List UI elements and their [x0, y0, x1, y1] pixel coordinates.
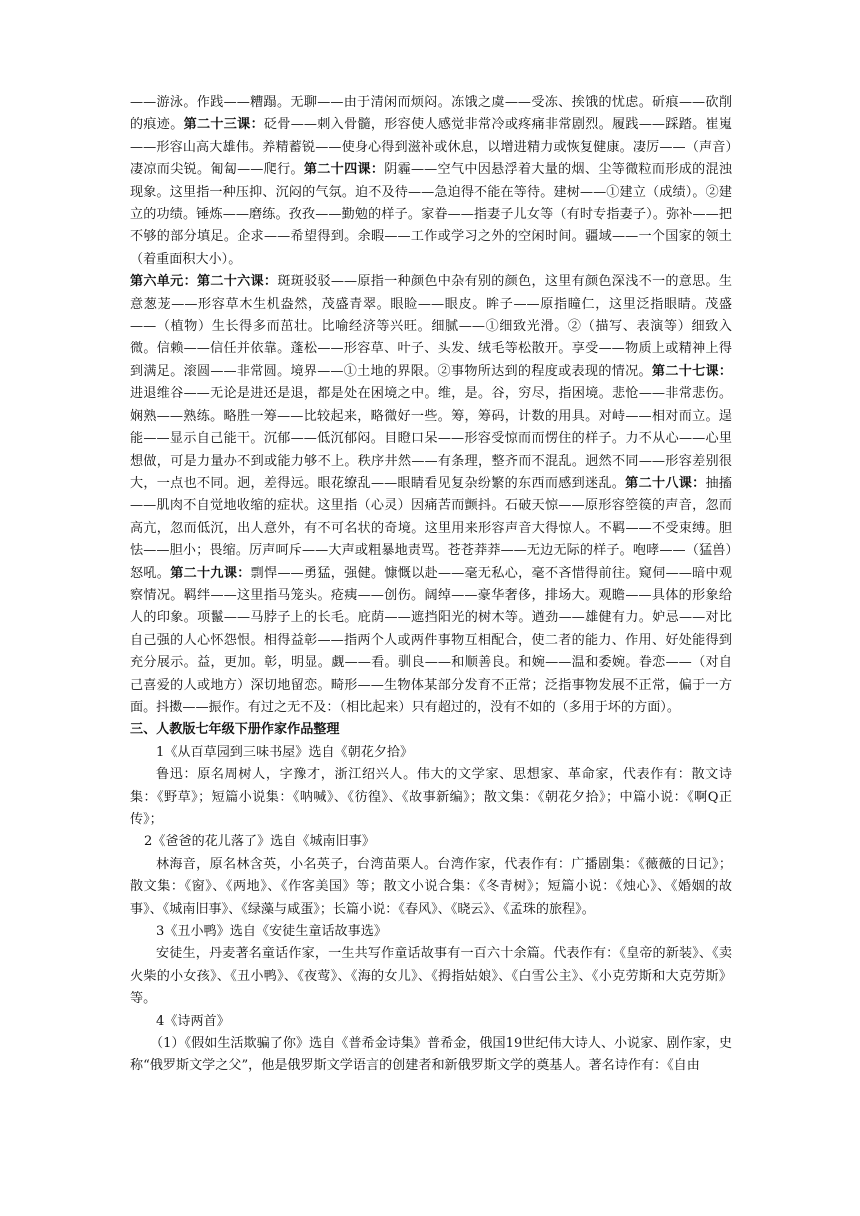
lesson-label-27: 第二十七课： — [651, 363, 733, 379]
section-heading: 三、人教版七年级下册作家作品整理 — [130, 722, 340, 738]
lesson-label-24: 第二十四课： — [303, 162, 385, 178]
lesson-label-29: 第二十九课： — [170, 565, 251, 581]
vocab-paragraph-unit5 — [130, 92, 732, 271]
vocab-text: 剽悍——勇猛，强健。慷慨以赴——毫无私心，毫不吝惜得前往。窥伺——暗中观察情况。羁绊——这里指马笼头。疮痍——创伤。阔绰——豪华奢侈，排场大。观瞻——具体的形象给人的印象。项鬣——马脖子上的长毛。庇荫——遮挡阳光的树木等。遒劲——雄健有力。妒忌——对比自己强的人心怀怨恨。相得益彰——指两个人或两件事物互相配合，使二者的能力、作用、好处能得到充分展示。益，更加。彰，明显。觑——看。驯良——和顺善良。和婉——温和委婉。眷恋——（对自己喜爱的人或地方）深切地留恋。畸形——生物体某部分发育不正常；泛指事物发展不正常，偏于一方面。抖擞——振作。有过之无不及：（相比起来）只有超过的，没有不如的（多用于坏的方面）。 — [130, 565, 733, 715]
author-intro-2: 林海音，原名林含英，小名英子，台湾苗栗人。台湾作家，代表作有：广播剧集：《薇薇的日记》；散文集：《窗》、《两地》、《作客美国》等；散文小说合集：《冬青树》；短篇小说：《烛心》、《婚姻的故事》、《城南旧事》、《绿藻与咸蛋》；长篇小说：《春风》、《晓云》、《孟珠的旅程》。 — [130, 856, 732, 917]
vocab-text: 斑斑驳驳——原指一种颜色中杂有别的颜色，这里有颜色深浅不一的意思。生意葱茏——形容草木生机盎然，茂盛青翠。眼睑——眼皮。眸子——原指瞳仁，这里泛指眼睛。茂盛——（植物）生长得多而茁壮。比喻经济等兴旺。细腻——①细致光滑。②（描写、表演等）细致入微。信赖——信任并依靠。蓬松——形容草、叶子、头发、绒毛等松散开。享受——物质上或精神上得到满足。滚圆——非常圆。境界——①土地的界限。②事物所达到的程度或表现的情况。 — [130, 274, 733, 379]
lesson-label-26: 第二十六课： — [196, 274, 278, 290]
work-title-3: 3《丑小鸭》选自《安徒生童话故事选》 — [156, 924, 387, 940]
unit-label-6: 第六单元： — [130, 274, 197, 290]
vocab-text: 砭骨——刺入骨髓，形容使人感觉非常冷或疼痛非常剧烈。履践——踩踏。崔嵬——形容山高大雄伟。养精蓄锐——使身心得到滋补或休息，以增进精力或恢复健康。凄厉——（声音）凄凉而尖锐。匍匐——爬行。 — [130, 117, 733, 178]
vocab-text: 抽搐——肌肉不自觉地收缩的症状。这里指（心灵）因痛苦而颤抖。石破天惊——原形容箜篌的声音，忽而高亢，忽而低沉，出人意外，有不可名状的奇境。这里用来形容声音大得惊人。不羁——不受束缚。胆怯——胆小；畏缩。厉声呵斥——大声或粗暴地责骂。苍苍莽莽——无边无际的样子。咆哮——（猛兽）怒吼。 — [130, 475, 733, 581]
work-title-4: 4《诗两首》 — [156, 1013, 230, 1029]
lesson-label-28: 第二十八课： — [625, 475, 706, 491]
author-intro-1: 鲁迅：原名周树人，字豫才，浙江绍兴人。伟大的文学家、思想家、革命家，代表作有：散文诗集：《野草》；短篇小说集：《呐喊》、《彷徨》、《故事新编》；散文集：《朝花夕拾》；中篇小说：《啊Q正传》； — [130, 767, 732, 827]
work-title-2: 2《爸爸的花儿落了》选自《城南旧事》 — [144, 834, 375, 850]
work-title-1: 1《从百草园到三味书屋》选自《朝花夕拾》 — [156, 744, 414, 760]
author-intro-4: （1）《假如生活欺骗了你》选自《普希金诗集》普希金，俄国19世纪伟大诗人、小说家、剧作家，史称“俄罗斯文学之父”，他是俄罗斯文学语言的创建者和新俄罗斯文学的奠基人。著名诗作有：《自由 — [130, 1036, 732, 1074]
vocab-text: ——游泳。作践——糟蹋。无聊——由于清闲而烦闷。冻饿之虞——受冻、挨饿的忧虑。斫痕——砍削的痕迹。 — [130, 95, 732, 133]
vocab-text: 进退维谷——无论是进还是退，都是处在困境之中。维，是。谷，穷尽，指困境。悲怆——非常悲伤。娴熟——熟练。略胜一筹——比较起来，略微好一些。筹，筹码，计数的用具。对峙——相对而立。逞能——显示自己能干。沉郁——低沉郁闷。目瞪口呆——形容受惊而而愣住的样子。力不从心——心里想做，可是力量办不到或能力够不上。秩序井然——有条理，整齐而不混乱。迥然不同——形容差别很大，一点也不同。迥，差得远。眼花缭乱——眼睛看见复杂纷繁的东西而感到迷乱。 — [130, 386, 732, 491]
vocab-text: 阴霾——空气中因悬浮着大量的烟、尘等微粒而形成的混浊现象。这里指一种压抑、沉闷的气氛。迫不及待——急迫得不能在等待。建树——①建立（成绩）。②建立的功绩。锤炼——磨练。孜孜——勤勉的样子。家眷——指妻子儿女等（有时专指妻子）。弥补——把不够的部分填足。企求——希望得到。余暇——工作或学习之外的空闲时间。疆域——一个国家的领土（着重面积大小）。 — [130, 162, 733, 267]
author-intro-3: 安徒生，丹麦著名童话作家，一生共写作童话故事有一百六十余篇。代表作有：《皇帝的新装》、《卖火柴的小女孩》、《丑小鸭》、《夜莺》、《海的女儿》、《拇指姑娘》、《白雪公主》、《小克劳斯和大克劳斯》等。 — [130, 946, 732, 1007]
lesson-label-23: 第二十三课： — [183, 117, 264, 133]
document-page — [130, 92, 732, 1078]
vocab-paragraph-unit6 — [130, 271, 732, 719]
